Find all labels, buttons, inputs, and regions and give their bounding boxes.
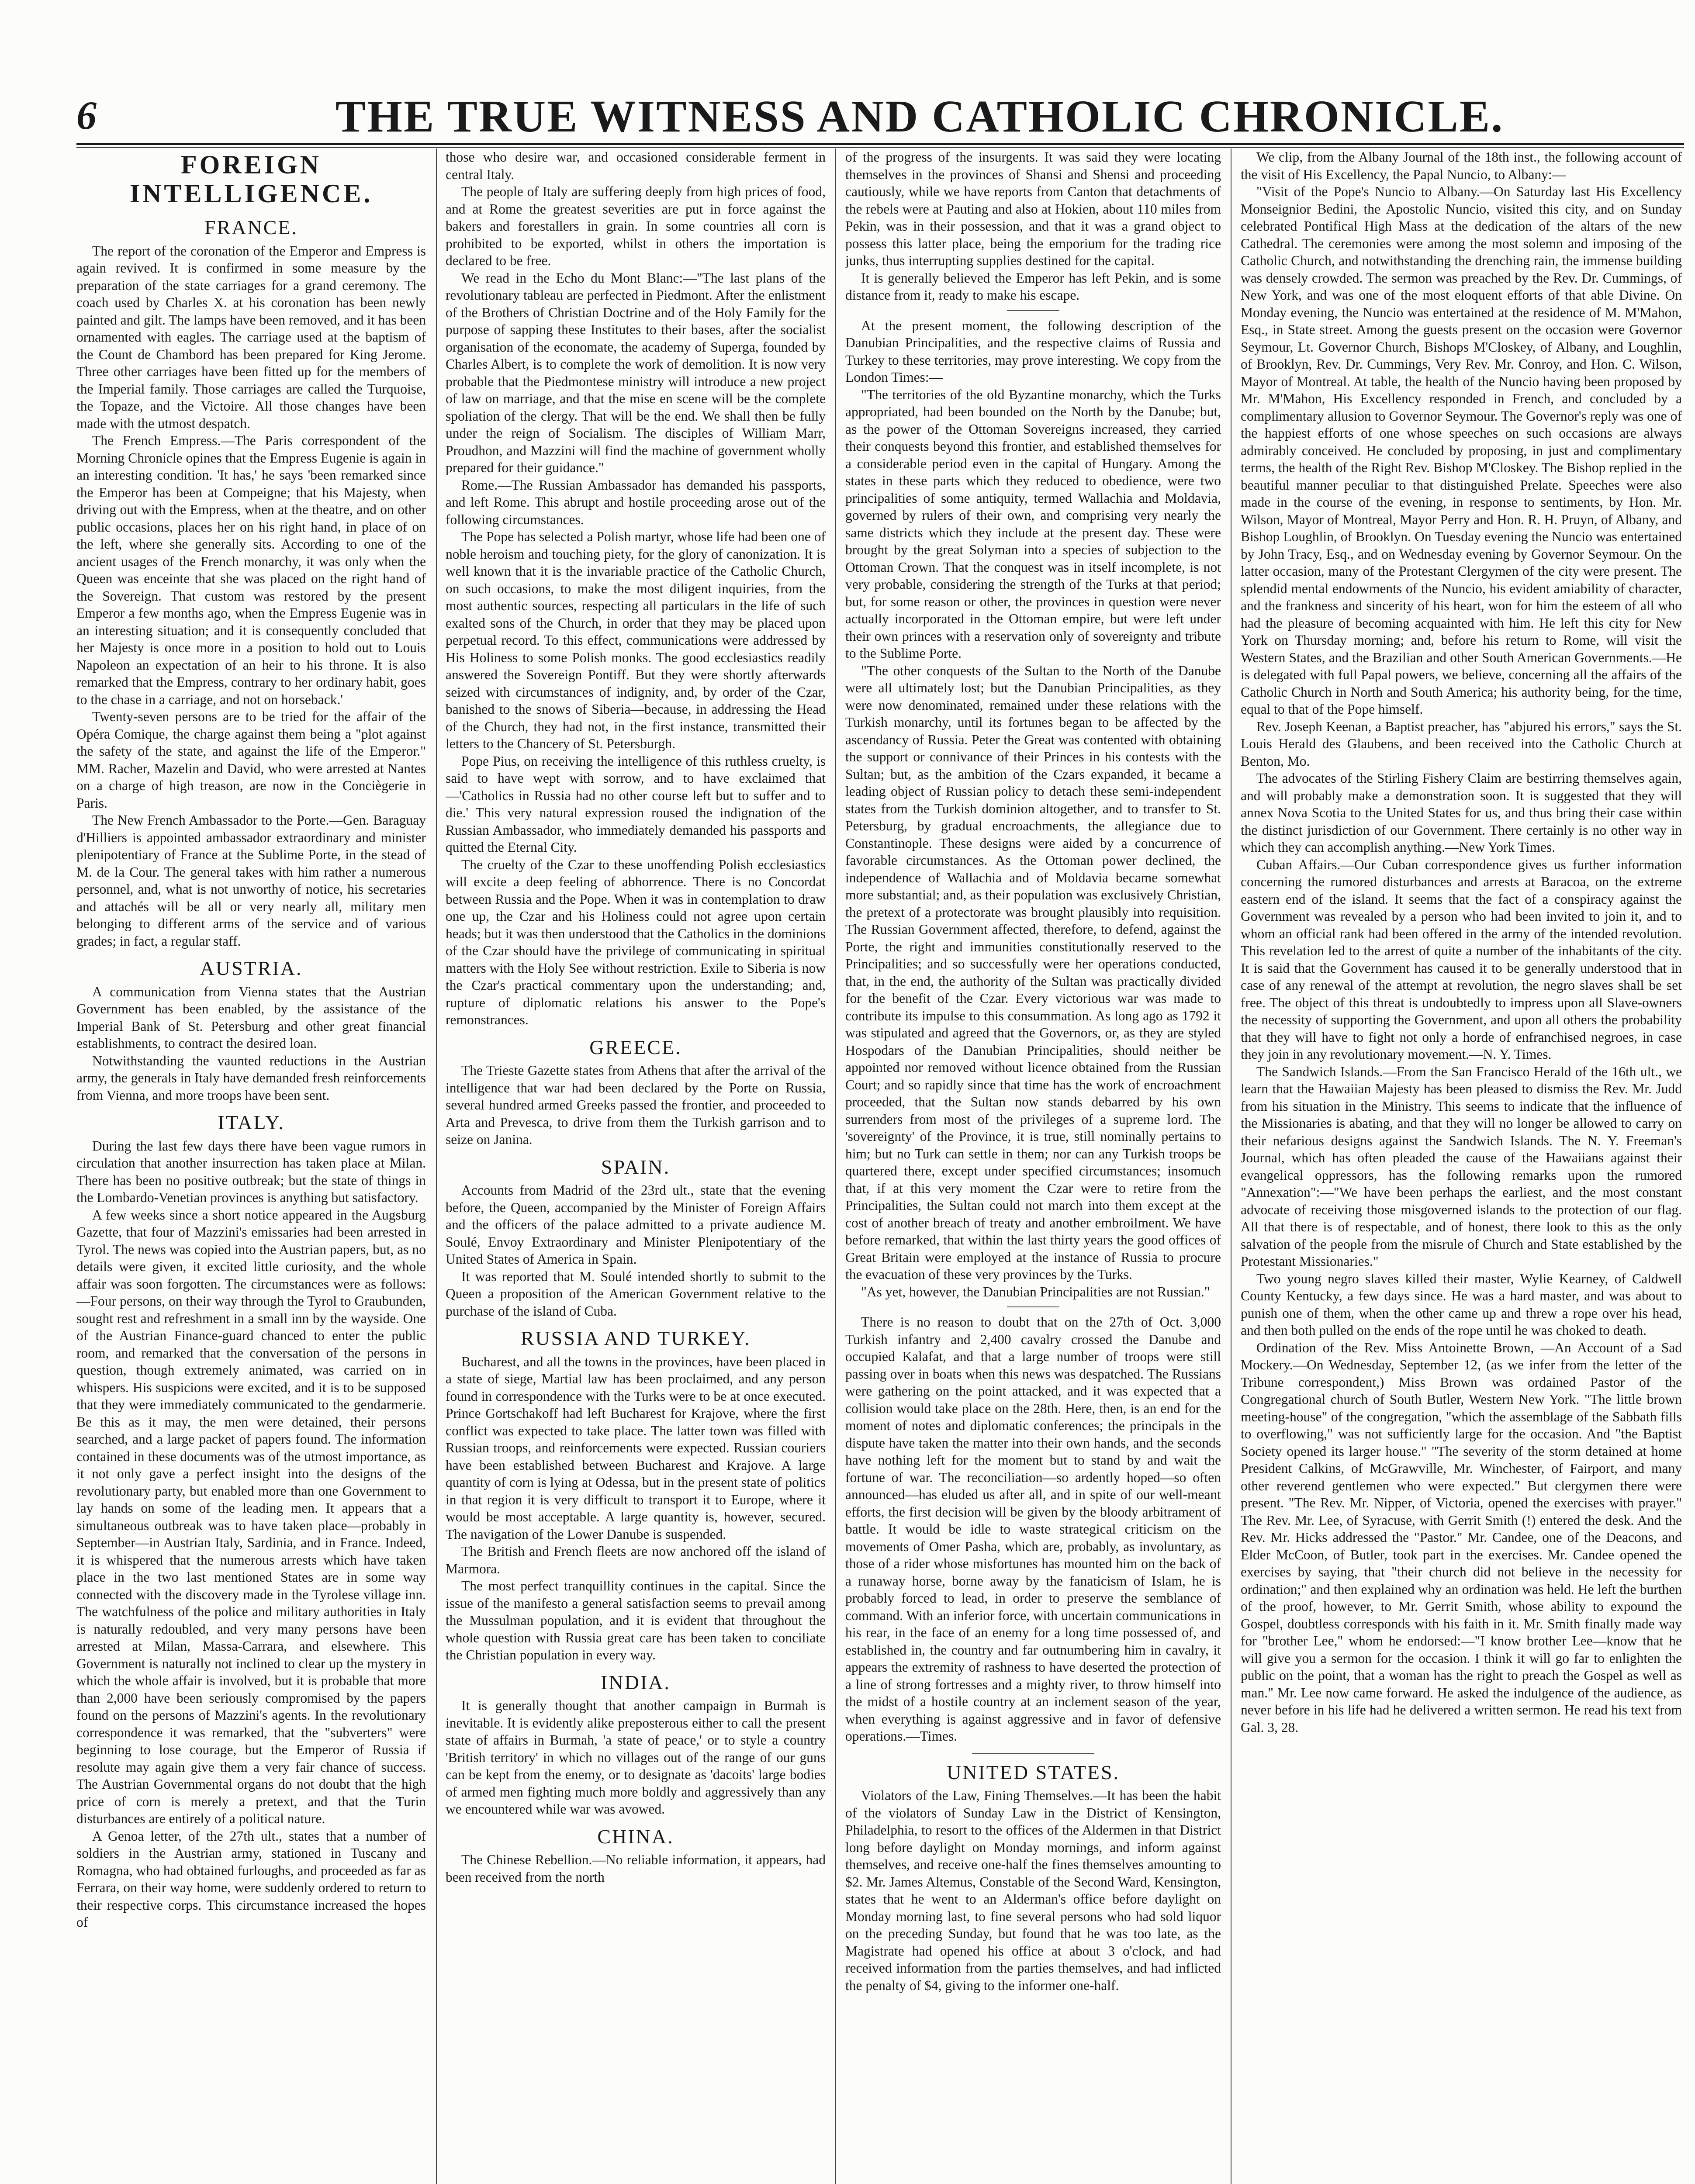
separator-rule (1007, 310, 1059, 311)
article-paragraph: those who desire war, and occasioned considerable ferment in central Italy. (446, 149, 826, 182)
article-paragraph: We clip, from the Albany Journal of the 18th inst., the following account of the visit of His Excellency, the Papal Nuncio, to Albany:— (1241, 149, 1682, 182)
column-1 (76, 149, 426, 2184)
article-paragraph: The British and French fleets are now anchored off the island of Marmora. (446, 1544, 826, 1576)
article-paragraph: "As yet, however, the Danubian Principalities are not Russian." (861, 1284, 1210, 1299)
page-number: 6 (76, 93, 97, 138)
column-2 (446, 149, 826, 2184)
article-paragraph: The Trieste Gazette states from Athens that after the arrival of the intelligence that war had been declared by the Porte on Russia, several hundred armed Greeks passed the frontier, and proceeded to Arta and Prevesca, to drive from them the Turkish garrison and to seize on Janina. (446, 1063, 826, 1147)
article-paragraph: Rome.—The Russian Ambassador has demanded his passports, and left Rome. This abrupt and hostile proceeding arose out of the following circumstances. (446, 477, 826, 527)
article-paragraph: Violators of the Law, Fining Themselves.—It has been the habit of the violators of Sunday Law in the District of Kensington, Philadelphia, to resort to the offices of the Aldermen in that District long before daylight on Monday mornings, and inform against themselves, and receive one-half the fines themselves amounting to $2. Mr. James Altemus, Constable of the Second Ward, Kensington, states that he went to an Alderman's office before daylight on Monday morning last, to fine several persons who had sold liquor on the preceding Sunday, but found that he was too late, as the Magistrate had opened his office at about 3 o'clock, and had received information from the parties themselves, and had inflicted the penalty of $4, giving to the informer one-half. (845, 1788, 1221, 1993)
article-paragraph: The most perfect tranquillity continues in the capital. Since the issue of the manifesto a general satisfaction seems to prevail among the Mussulman population, and it is evident that throughout the whole question with Russia great care has been taken to conciliate the Christian population in every way. (446, 1578, 826, 1663)
section-heading-spain: SPAIN. (601, 1155, 671, 1178)
section-heading-italy: ITALY. (218, 1111, 285, 1134)
column-divider (436, 149, 437, 2184)
section-heading-france: FRANCE. (204, 216, 298, 238)
section-heading-russia-turkey: RUSSIA AND TURKEY. (520, 1327, 751, 1350)
article-paragraph: The New French Ambassador to the Porte.—Gen. Baraguay d'Hilliers is appointed ambassador extraordinary and minister plenipotentiary of France at the Sublime Porte, in the stead of M. de la Cour. The general takes with him rather a numerous personnel, and, what is not unworthy of notice, his secretaries and attachés will be all or very nearly all, military men belonging to different arms of the service and of various grades; in fact, a regular staff. (76, 812, 426, 949)
article-paragraph: Pope Pius, on receiving the intelligence of this ruthless cruelty, is said to have wept with sorrow, and to have exclaimed that—'Catholics in Russia had no other course left but to suffer and to die.' This very natural expression roused the indignation of the Russian Ambassador, who immediately demanded his passports and quitted the Eternal City. (446, 753, 826, 855)
column-3 (845, 149, 1221, 2184)
article-paragraph: A Genoa letter, of the 27th ult., states that a number of soldiers in the Austrian army, stationed in Tuscany and Romagna, who had obtained furloughs, and proceeded as far as Ferrara, on their way home, were suddenly ordered to return to their respective corps. This circumstance increased the hopes of (76, 1828, 426, 1930)
article-paragraph: The Chinese Rebellion.—No reliable information, it appears, had been received from the north (446, 1852, 826, 1885)
article-paragraph: The advocates of the Stirling Fishery Claim are bestirring themselves again, and will probably make a demonstration soon. It is suggested that they will annex Nova Scotia to the United States for us, and thus bring their case within the distinct jurisdiction of our Government. There certainly is no other way in which they can accomplish anything.—New York Times. (1241, 771, 1682, 855)
article-paragraph: Twenty-seven persons are to be tried for the affair of the Opéra Comique, the charge against them being a "plot against the safety of the state, and against the life of the Emperor." MM. Racher, Mazelin and David, who were arrested at Nantes on a charge of high treason, are now in the Conciègerie in Paris. (76, 709, 426, 811)
column-divider (835, 149, 836, 2184)
article-paragraph: of the progress of the insurgents. It was said they were locating themselves in the provinces of Shansi and Shensi and proceeding cautiously, while we have reports from Canton that detachments of the rebels were at Pauting and also at Hokien, about 110 miles from Pekin, was in their possession, and that it was a grand object to possess this latter place, being the emporium for the trading rice junks, thus interrupting supplies destined for the capital. (845, 149, 1221, 268)
article-paragraph: Cuban Affairs.—Our Cuban correspondence gives us further information concerning the rumored disturbances and arrests at Baracoa, on the extreme eastern end of the island. It seems that the fact of a conspiracy against the Government was revealed by a person who had been invited to join it, and to whom an official rank had been offered in the army of the intended revolution. This revelation led to the arrest of quite a number of the inhabitants of the city. It is said that the Government has caused it to be generally understood that in case of any renewal of the attempt at revolution, the negro slaves shall be set free. The object of this threat is undoubtedly to impress upon all Slave-owners the necessity of supporting the Government, and upon all others the probability that they will have to fight not only a horde of enfranchised negroes, in case they join in any revolutionary movement.—N. Y. Times. (1241, 857, 1682, 1062)
article-paragraph: We read in the Echo du Mont Blanc:—"The last plans of the revolutionary tableau are perfected in Piedmont. After the enlistment of the Brothers of Christian Doctrine and of the Holy Family for the purpose of sapping these Institutes to their bases, after the socialist organisation of the economate, the academy of Superga, founded by Charles Albert, is to complete the work of demolition. It is now very probable that the Piedmontese ministry will introduce a new project of law on marriage, and that the mise en scene will be the complete spoliation of the clergy. That will be the end. We shall then be fully under the reign of Socialism. The disciples of William Marr, Proudhon, and Mazzini will find the machine of government wholly prepared for their guidance." (446, 270, 826, 475)
masthead-rule-thick (76, 143, 1684, 145)
separator-rule (972, 1753, 1094, 1754)
article-paragraph: "The other conquests of the Sultan to the North of the Danube were all ultimately lost; but the Danubian Principalities, as they were now denominated, remained under these relations with the Turkish monarchy, until its fortunes began to be affected by the ascendancy of Russia. Peter the Great was contented with obtaining the support or connivance of their Princes in his contests with the Sultan; but, as the ambition of the Czars expanded, it became a leading object of Russian policy to detach these semi-independent states from the Turkish dominion altogether, and to transfer to St. Petersburg, by gradual encroachments, the allegiance due to Constantinople. These designs were aided by a concurrence of favorable circumstances. As the Ottoman power declined, the independence of Wallachia and of Moldavia became somewhat more substantial; and, as their population was exclusively Christian, the pretext of a protectorate was brought plausibly into requisition. The Russian Government affected, therefore, to defend, against the Porte, the right and immunities constitutionally reserved to the Principalities; and so successfully were her operations conducted, that, in the end, the authority of the Sultan was practically divided for the benefit of the Czar. Every victorious war was made to contribute its impulse to this consummation. As long ago as 1792 it was stipulated and agreed that the Governors, or, as they are styled Hospodars of the Danubian Principalities, should neither be appointed nor removed without licence obtained from the Russian Court; and so rapidly since that time has the work of encroachment proceeded, that the Sultan now stands debarred by his own surrenders from most of the privileges of a supreme lord. The 'sovereignty' of the Province, it is true, still nominally pertains to him; but no Turk can settle in them; nor can any Turkish troops be quartered there, except under specified circumstances; insomuch that, if at this very moment the Czar were to retire from the Principalities, the Sultan could not march into them except at the cost of another breach of treaty and another embroilment. We have before remarked, that within the last thirty years the good offices of Great Britain were employed at the instance of Russia to procure the evacuation of these very provinces by the Turks. (845, 663, 1221, 1282)
article-paragraph: Bucharest, and all the towns in the provinces, have been placed in a state of siege, Martial law has been proclaimed, and any person found in correspondence with the Turks were to be at once executed. Prince Gortschakoff had left Bucharest for Krajove, where the first conflict was expected to take place. The latter town was filled with Russian troops, and reinforcements were expected. Russian couriers have been established between Bucharest and Krajove. A large quantity of corn is lying at Odessa, but in the present state of politics in that region it is very difficult to transport it to Europe, where it would be most acceptable. A large quantity is, however, secured. The navigation of the Lower Danube is suspended. (446, 1354, 826, 1542)
section-heading-united-states: UNITED STATES. (946, 1761, 1120, 1783)
section-heading-india: INDIA. (601, 1671, 671, 1693)
article-paragraph: It is generally believed the Emperor has left Pekin, and is some distance from it, ready to make his escape. (845, 270, 1221, 303)
article-paragraph: The French Empress.—The Paris correspondent of the Morning Chronicle opines that the Empress Eugenie is again in an interesting condition. 'It has,' he says 'been remarked since the Emperor has been at Compeigne; that his Majesty, when driving out with the Empress, when at the theatre, and on other public occasions, places her on his right hand, in place of on the left, where she generally sits. According to one of the ancient usages of the French monarchy, it was only when the Queen was enceinte that she was placed on the right hand of the Sovereign. That custom was restored by the present Emperor a few months ago, when the Empress Eugenie was in an interesting situation; and it is consequently concluded that her Majesty is once more in a position to hold out to Louis Napoleon an expectation of an heir to his throne. It is also remarked that the Empress, contrary to her ordinary habit, goes to the chase in a carriage, and not on horseback.' (76, 433, 426, 707)
masthead-title: THE TRUE WITNESS AND CATHOLIC CHRONICLE. (335, 91, 1504, 142)
article-paragraph: The cruelty of the Czar to these unoffending Polish ecclesiastics will excite a deep feeling of abhorrence. There is no Concordat between Russia and the Pope. When it was in contemplation to draw one up, the Czar and his Holiness could not agree upon certain heads; but it was then understood that the Catholics in the dominions of the Czar should have the privilege of communicating in spiritual matters with the Holy See without restriction. Exile to Siberia is now the Czar's practical commentary upon the understanding; and, rupture of diplomatic relations his answer to the Pope's remonstrances. (446, 857, 826, 1027)
article-paragraph: Rev. Joseph Keenan, a Baptist preacher, has "abjured his errors," says the St. Louis Herald des Glaubens, and been received into the Catholic Church at Benton, Mo. (1241, 719, 1682, 769)
section-heading-greece: GREECE. (589, 1036, 682, 1058)
separator-rule (1007, 1306, 1059, 1307)
article-paragraph: Notwithstanding the vaunted reductions in the Austrian army, the generals in Italy have demanded fresh reinforcements from Vienna, and more troops have been sent. (76, 1053, 426, 1103)
article-paragraph: It was reported that M. Soulé intended shortly to submit to the Queen a proposition of the American Government relative to the purchase of the island of Cuba. (446, 1268, 826, 1319)
article-paragraph: The report of the coronation of the Emperor and Empress is again revived. It is confirmed in some measure by the preparation of the state carriages for a grand ceremony. The coach used by Charles X. at his coronation has been newly painted and gilt. The lamps have been removed, and it has been ornamented with eagles. The carriage used at the baptism of the Count de Chambord has been prepared for King Jerome. Three other carriages have been fitted up for the members of the Imperial family. Those carriages are called the Turquoise, the Topaze, and the Victoire. All those changes have been made with the utmost despatch. (76, 243, 426, 431)
section-heading-austria: AUSTRIA. (200, 957, 303, 980)
section-title: FOREIGN INTELLIGENCE. (129, 150, 373, 208)
article-paragraph: At the present moment, the following description of the Danubian Principalities, and the respective claims of Russia and Turkey to these territories, may prove interesting. We copy from the London Times:— (845, 318, 1221, 385)
article-paragraph: During the last few days there have been vague rumors in circulation that another insurrection has taken place at Milan. There has been no positive outbreak; but the state of things in the Lombardo-Venetian provinces is anything but satisfactory. (76, 1138, 426, 1206)
article-paragraph: The people of Italy are suffering deeply from high prices of food, and at Rome the greatest severities are put in force against the bakers and forestallers in grain. In some countries all corn is prohibited to be exported, whilst in others the importation is declared to be free. (446, 184, 826, 268)
section-heading-china: CHINA. (597, 1825, 674, 1848)
masthead-rule-thin (76, 147, 1684, 148)
article-paragraph: "The territories of the old Byzantine monarchy, which the Turks appropriated, had been bounded on the North by the Danube; but, as the power of the Ottoman Sovereigns increased, they carried their conquests beyond this frontier, and established themselves for a considerable period even in the capital of Hungary. Among the states in these parts which they reduced to obedience, were two principalities of some antiquity, termed Wallachia and Moldavia, governed by rulers of their own, and comprising very nearly the same districts which they include at the present day. These were brought by the great Solyman into a species of subjection to the Ottoman Crown. That the conquest was in itself incomplete, is not very probable, considering the strength of the Turks at that period; but, for some reason or other, the provinces in question were never actually incorporated in the Ottoman empire, but were left under their own princes with a reservation only of sovereignty and tribute to the Sublime Porte. (845, 387, 1221, 661)
article-paragraph: It is generally thought that another campaign in Burmah is inevitable. It is evidently alike preposterous either to call the present state of affairs in Burmah, 'a state of peace,' or to style a country 'British territory' in which no villages out of the range of our guns can be kept from the enemy, or to designate as 'dacoits' large bodies of armed men fighting much more boldly and aggressively than any we encountered while war was avowed. (446, 1698, 826, 1817)
article-paragraph: Two young negro slaves killed their master, Wylie Kearney, of Caldwell County Kentucky, a few days since. He was a hard master, and was about to punish one of them, when the other came up and threw a rope over his head, and then both pulled on the ends of the rope until he was choked to death. (1241, 1271, 1682, 1338)
column-4 (1241, 149, 1682, 2184)
article-paragraph: A communication from Vienna states that the Austrian Government has been enabled, by the assistance of the Imperial Bank of St. Petersburg and other great financial establishments, to contract the desired loan. (76, 984, 426, 1051)
article-paragraph: A few weeks since a short notice appeared in the Augsburg Gazette, that four of Mazzini's emissaries had been arrested in Tyrol. The news was copied into the Austrian papers, but, as no details were given, it excited little curiosity, and the whole affair was soon forgotten. The circumstances were as follows:—Four persons, on their way through the Tyrol to Graubunden, sought rest and refreshment in a small inn by the wayside. One of the Austrian Finance-guard chanced to enter the public room, and remarked that the conversation of the persons in question, though extremely animated, was carried on in whispers. His suspicions were excited, and it is to be supposed that they were immediately communicated to the gendarmerie. Be this as it may, the men were detained, their persons searched, and a large packet of papers found. The information contained in these documents was of the utmost importance, as it not only gave a perfect insight into the designs of the revolutionary party, but enabled more than one Government to lay hands on some of the leading men. It appears that a simultaneous outbreak was to have taken place—probably in September—in Austrian Italy, Sardinia, and in France. Indeed, it is whispered that the numerous arrests which have taken place in the two last mentioned States are in some way connected with the discovery made in the Tyrolese village inn. The watchfulness of the police and military authorities in Italy is naturally redoubled, and very many persons have been arrested at Milan, Massa-Carrara, and elsewhere. This Government is naturally not inclined to clear up the mystery in which the whole affair is involved, but it is probable that more than 2,000 have been seriously compromised by the papers found on the persons of Mazzini's agents. In the revolutionary correspondence it was remarked, that the "subverters" were beginning to lose courage, but the Emperor of Russia if resolute may again give them a very fair chance of success. The Austrian Governmental organs do not doubt that the high price of corn is merely a pretext, and that the Turin disturbances are entirely of a political nature. (76, 1207, 426, 1827)
article-paragraph: Ordination of the Rev. Miss Antoinette Brown, —An Account of a Sad Mockery.—On Wednesday, September 12, (as we infer from the letter of the Tribune correspondent,) Miss Brown was ordained Pastor of the Congregational church of South Butler, Western New York. "The little brown meeting-house" of the congregation, "which the assemblage of the Sabbath fills to overflowing," was not sufficiently large for the occasion. And "the Baptist Society opened its larger house." "The severity of the storm detained at home President Calkins, of McGrawville, Mr. Winchester, of Fairport, and many other reverend gentlemen who were expected." But clergymen there were present. "The Rev. Mr. Nipper, of Victoria, opened the exercises with prayer." The Rev. Mr. Lee, of Syracuse, with Gerrit Smith (!) entered the desk. And the Rev. Mr. Hicks addressed the "Pastor." Mr. Candee, one of the Deacons, and Elder McCoon, of Butler, took part in the exercises. Mr. Candee opened the exercises by saying, that "their church did not believe in the necessity for ordination;" and then explained why an ordination was held. He left the burthen of the proof, however, to Mr. Gerrit Smith, whose ability to expound the Gospel, doubtless corresponds with his faith in it. Mr. Smith finally made way for "brother Lee," whom he endorsed:—"I know brother Lee—know that he will give you a sermon for the occasion. I think it will go far to enlighten the public on the point, that a woman has the right to preach the Gospel as well as man." Mr. Lee now came forward. He asked the indulgence of the audience, as never before in his life had he delivered a written sermon. He read his text from Gal. 3, 28. (1241, 1340, 1682, 1735)
article-paragraph: There is no reason to doubt that on the 27th of Oct. 3,000 Turkish infantry and 2,400 cavalry crossed the Danube and occupied Kalafat, and that a large number of troops were still passing over in boats when this news was despatched. The Russians were gathering on the point attacked, and it was expected that a collision would take place on the 28th. Here, then, is an end for the moment of notes and diplomatic conferences; the principals in the dispute have taken the matter into their own hands, and the seconds have nothing left for the moment but to stand by and wait the fortune of war. The reconciliation—so ardently hoped—so often announced—has eluded us after all, and in spite of our well-meant efforts, the first decision will be given by the bloody arbitrament of battle. It would be idle to waste strategical criticism on the movements of Omer Pasha, which are, probably, as involuntary, as those of a rider whose misfortunes has mounted him on the back of a runaway horse, borne away by the fanaticism of Islam, he is probably forced to lead, in order to preserve the semblance of command. With an inferior force, with uncertain communications in his rear, in the face of an enemy for a long time possessed of, and established in, the country and far outnumbering him in cavalry, it appears the extremity of rashness to have deserted the protection of a line of strong fortresses and a mighty river, to throw himself into the midst of a hostile country at an inclement season of the year, when everything is against aggressive and in favor of defensive operations.—Times. (845, 1314, 1221, 1744)
article-paragraph: "Visit of the Pope's Nuncio to Albany.—On Saturday last His Excellency Monseignior Bedini, the Apostolic Nuncio, visited this city, and on Sunday celebrated Pontifical High Mass at the dedication of the altars of the new Cathedral. The ceremonies were among the most solemn and imposing of the Catholic Church, and notwithstanding the drenching rain, the immense building was densely crowded. The sermon was preached by the Rev. Dr. Cummings, of New York, and was one of the most eloquent efforts of that able Divine. On Monday evening, the Nuncio was entertained at the residence of M. M'Mahon, Esq., in State street. Among the guests present on the occasion were Governor Seymour, Lt. Governor Church, Bishops M'Closkey, of Albany, and Loughlin, of Brooklyn, Rev. Dr. Cummings, Very Rev. Mr. Conroy, and Hon. C. Wilson, Mayor of Montreal. At table, the health of the Nuncio having been proposed by Mr. M'Mahon, His Excellency responded in French, and concluded by a complimentary allusion to Governor Seymour. The Governor's reply was one of the happiest efforts of one whose speeches on such occasions are always admirably conceived. He concluded by proposing, in just and complimentary terms, the health of the Right Rev. Bishop M'Closkey. The Bishop replied in the beautiful manner peculiar to that distinguished Prelate. Speeches were also made in the course of the evening, in response to sentiments, by Hon. Mr. Wilson, Mayor of Montreal, Mayor Perry and Hon. R. H. Pruyn, of Albany, and Bishop Loughlin, of Brooklyn. On Tuesday evening the Nuncio was entertained by John Tracy, Esq., and on Wednesday evening by Governor Seymour. On the latter occasion, many of the Protestant Clergymen of the city were present. The splendid mental endowments of the Nuncio, his evident amiability of character, and the frankness and sincerity of his heart, won for him the esteem of all who had the pleasure of becoming acquainted with him. He left this city for New York on Thursday morning; and, before his return to Rome, will visit the Western States, and the Brazilian and other South American Governments.—He is delegated with full Papal powers, we believe, concerning all the affairs of the Catholic Church in North and South America; his authority being, for the time, equal to that of the Pope himself. (1241, 184, 1682, 717)
article-paragraph: The Pope has selected a Polish martyr, whose life had been one of noble heroism and touching piety, for the glory of canonization. It is well known that it is the invariable practice of the Catholic Church, on such occasions, to make the most diligent inquiries, from the most authentic sources, respecting all particulars in the life of such exalted sons of the Church, in order that they may be placed upon perpetual record. To this effect, communications were addressed by His Holiness to some Polish monks. The good ecclesiastics readily answered the Sovereign Pontiff. But they were shortly afterwards seized with circumstances of indignity, and, by order of the Czar, banished to the snows of Siberia—because, in addressing the Head of the Church, they had not, in the first instance, transmitted their letters to the Chancery of St. Petersburgh. (446, 529, 826, 751)
article-paragraph: Accounts from Madrid of the 23rd ult., state that the evening before, the Queen, accompanied by the Minister of Foreign Affairs and the officers of the palace admitted to a private audience M. Soulé, Envoy Extraordinary and Minister Plenipotentiary of the United States of America in Spain. (446, 1182, 826, 1267)
article-paragraph: The Sandwich Islands.—From the San Francisco Herald of the 16th ult., we learn that the Hawaiian Majesty has been pleased to dismiss the Rev. Mr. Judd from his situation in the Ministry. This seems to indicate that the influence of the Missionaries is abating, and that they will no longer be allowed to carry on their nefarious designs against the Sandwich Islands. The N. Y. Freeman's Journal, which has often pleaded the cause of the Hawaiians against their evangelical oppressors, has the following remarks upon the rumored "Annexation":—"We have been perhaps the earliest, and the most constant advocate of receiving those misgoverned islands to the protection of our flag. All that there is of respectable, and of honest, there look to this as the only salvation of the people from the misrule of Church and State established by the Protestant Missionaries." (1241, 1064, 1682, 1269)
